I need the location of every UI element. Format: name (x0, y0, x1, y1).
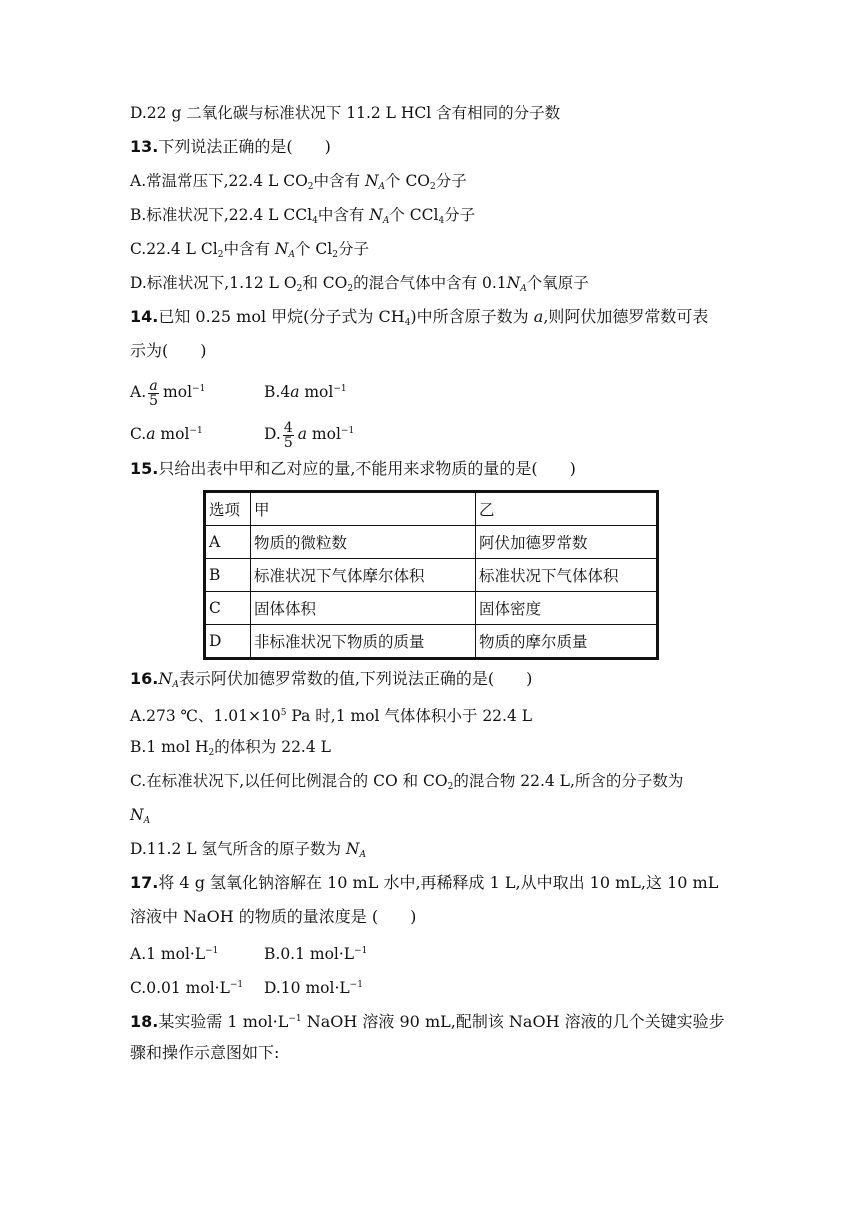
avogadro-symbol: N (130, 806, 144, 824)
table-row (205, 592, 658, 625)
subscript: A (359, 850, 366, 860)
question-text: )中所含原子数为 (410, 307, 534, 326)
table-header-cell: 乙 (476, 492, 658, 526)
question-17-option-a: A.1 $mol\cdot L^{-1}$ (130, 945, 219, 963)
question-13-option-b (130, 198, 740, 232)
table-row (205, 625, 658, 659)
option-text: A.常温常压下,22.4 L CO (130, 172, 308, 190)
question-14-stem-cont: 示为( ) (130, 341, 207, 360)
question-16-stem (130, 662, 740, 696)
question-13-option-d (130, 266, 740, 300)
avogadro-symbol: N (364, 172, 379, 190)
table-cell: 非标准状况下物质的质量 (251, 625, 476, 659)
table-cell: 物质的摩尔质量 (476, 625, 658, 659)
question-17-options-ab (130, 934, 740, 968)
avogadro-symbol: N (274, 240, 289, 258)
question-number: 15. (130, 459, 159, 478)
subscript: A (378, 182, 386, 192)
table-cell: 固体体积 (251, 592, 476, 625)
question-16-option-d: D.11.2 L 氢气所含的原子数为 $N_A$ (130, 840, 366, 860)
question-text: 只给出表中甲和乙对应的量,不能用来求物质的量的是( ) (158, 459, 576, 478)
table-cell: B (205, 559, 251, 592)
superscript: −1 (354, 946, 368, 956)
subscript: 2 (217, 250, 224, 260)
superscript: −1 (229, 980, 244, 990)
question-17-options-cd (130, 968, 740, 1002)
superscript: −1 (349, 980, 363, 990)
table-cell: D (205, 625, 251, 659)
fraction: $\frac{a}{5}$ (149, 377, 159, 409)
question-text: 已知 0.25 mol 甲烷(分子式为 CH (158, 307, 405, 326)
table-cell: 标准状况下气体摩尔体积 (251, 559, 476, 592)
question-number: 18. (130, 1012, 159, 1031)
table-cell: 阿伏加德罗常数 (476, 526, 658, 559)
avogadro-symbol: N (158, 669, 173, 688)
table-cell: C (205, 592, 251, 625)
table-header-row (205, 492, 658, 526)
question-12-option-d: D.22 g 二氧化碳与标准状况下 11.2 L HCl 含有相同的分子数 (130, 104, 561, 122)
superscript: −1 (205, 946, 219, 956)
question-13-option-a (130, 164, 740, 198)
subscript: 2 (208, 748, 215, 758)
option-text: 分子 (444, 206, 476, 224)
question-14-options-cd (130, 410, 740, 452)
question-18-stem-cont: 骤和操作示意图如下: (130, 1043, 280, 1062)
superscript: −1 (288, 1014, 302, 1024)
option-text: 中含有 (313, 172, 365, 190)
question-text: 某实验需 1 mol·L (158, 1012, 289, 1031)
option-text: 个 CO (385, 172, 431, 190)
table-header-cell: 甲 (251, 492, 476, 526)
question-text: NaOH 溶液 90 mL,配制该 NaOH 溶液的几个关键实验步 (301, 1012, 725, 1031)
subscript: A (520, 284, 527, 294)
question-text: 表示阿伏加德罗常数的值,下列说法正确的是( ) (178, 669, 533, 688)
table-cell: 标准状况下气体体积 (476, 559, 658, 592)
question-15-stem (130, 452, 740, 486)
table-header-cell: 选项 (205, 492, 251, 526)
question-14-options-ab (130, 368, 740, 410)
option-text: 分子 (435, 172, 467, 190)
subscript: 2 (296, 284, 303, 294)
avogadro-symbol: N (506, 274, 521, 292)
question-16-option-c-cont (130, 798, 740, 832)
option-text: 中含有 (317, 206, 370, 224)
question-15-table (203, 490, 659, 660)
superscript: −1 (333, 384, 347, 394)
question-16-option-c: C.在标准状况下,以任何比例混合的 CO 和 $CO_2$的混合物 22.4 L,所含的分子数为 (130, 772, 684, 792)
question-13-option-c (130, 232, 740, 266)
question-17-option-d: D.10 $mol\cdot L^{-1}$ (264, 979, 363, 997)
question-text: 将 4 g 氢氧化钠溶解在 10 mL 水中,再稀释成 1 L,从中取出 10 mL,这 10 mL (158, 873, 719, 892)
table-cell: 固体密度 (476, 592, 658, 625)
avogadro-symbol: N (345, 840, 360, 858)
subscript: 2 (307, 182, 314, 192)
question-17-option-b: B.0.1 $mol\cdot L^{-1}$ (264, 945, 368, 963)
subscript: 2 (447, 782, 454, 792)
option-text: 分子 (337, 240, 369, 258)
question-17-stem-cont: 溶液中 NaOH 的物质的量浓度是 ( ) (130, 907, 417, 926)
question-17-option-c: C.0.01 $mol\cdot L^{-1}$ (130, 979, 244, 997)
option-text: B.标准状况下,22.4 L CCl (130, 206, 313, 224)
question-number: 17. (130, 873, 159, 892)
question-16-option-b: B.1 mol $H_2$的体积为 22.4 L (130, 738, 331, 758)
option-text: D.标准状况下,1.12 L O (130, 274, 297, 292)
subscript: A (382, 216, 390, 226)
question-number: 14. (130, 307, 159, 326)
variable-a: a (533, 307, 544, 326)
option-text: 和 CO (302, 274, 348, 292)
table-row (205, 559, 658, 592)
question-14-option-a: A. $\frac{a}{5}$ mol$^{-1}$ (130, 377, 206, 409)
option-text: 个氧原子 (526, 274, 589, 292)
option-text: C.22.4 L Cl (130, 240, 218, 258)
question-number: 13. (130, 137, 159, 156)
question-14-option-d: D. $\frac{4}{5}$ a mol$^{-1}$ (264, 419, 355, 451)
subscript: A (172, 680, 179, 690)
subscript: 4 (438, 216, 445, 226)
table-cell: 物质的微粒数 (251, 526, 476, 559)
question-text: ,则阿伏加德罗常数可表 (543, 307, 709, 326)
option-text: 个 CCl (389, 206, 439, 224)
question-17-stem (130, 866, 740, 900)
question-14-stem (130, 300, 740, 334)
subscript: A (288, 250, 295, 260)
superscript: 5 (280, 708, 287, 718)
subscript: 4 (312, 216, 318, 226)
question-16-option-a: A.273 ℃、$1.01\times 10^5$ Pa 时,1 mol 气体体积小于 22.4 L (130, 707, 533, 725)
option-text: 中含有 (223, 240, 275, 258)
option-text: 的混合气体中含有 0.1 (353, 274, 507, 292)
question-text: 下列说法正确的是( ) (158, 137, 331, 156)
table-cell: A (205, 526, 251, 559)
question-14-option-b: B.4a mol$^{-1}$ (264, 383, 347, 401)
question-number: 16. (130, 669, 159, 688)
question-14-option-c: C.a mol$^{-1}$ (130, 425, 203, 443)
fraction: $\frac{4}{5}$ (283, 419, 293, 451)
superscript: −1 (189, 426, 203, 436)
subscript: A (143, 816, 151, 826)
option-text: 个 Cl (294, 240, 333, 258)
question-13-stem (130, 130, 740, 164)
subscript: 2 (430, 182, 436, 192)
avogadro-symbol: N (369, 206, 383, 224)
subscript: 2 (347, 284, 354, 294)
subscript: 4 (404, 318, 411, 328)
superscript: −1 (192, 384, 206, 394)
subscript: 2 (332, 250, 338, 260)
question-18-stem (130, 1002, 740, 1036)
superscript: −1 (340, 426, 355, 436)
document-page (130, 96, 740, 1070)
table-row (205, 526, 658, 559)
